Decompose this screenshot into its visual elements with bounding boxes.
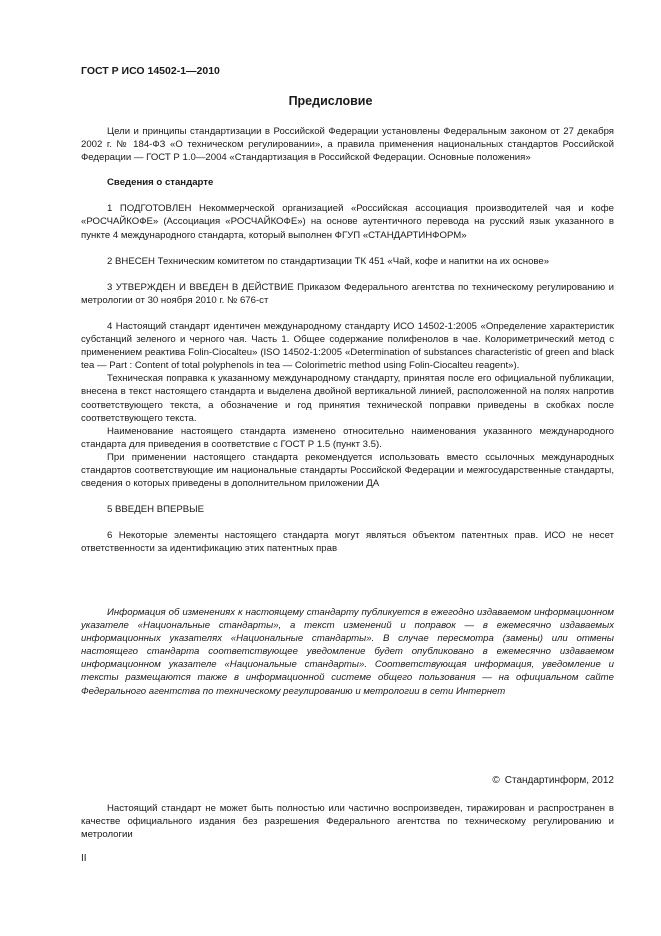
reference-standards-paragraph: При применении настоящего стандарта рекомендуется использовать вместо ссылочных международных стандартов соответствующие им национальные стандарты Российской Федерации и межгосударственные стандарты, сведения о которых приведены в дополнительном приложении ДА <box>81 451 614 490</box>
copyright-text: Стандартинформ, 2012 <box>504 775 614 786</box>
reproduction-notice-paragraph: Настоящий стандарт не может быть полностью или частично воспроизведен, тиражирован и распространен в качестве официального издания без разрешения Федерального агентства по техническому регулированию и метрологии <box>81 803 614 841</box>
item-6-paragraph: 6 Некоторые элементы настоящего стандарта могут являться объектом патентных прав. ИСО не несет ответственности за идентификацию этих патентных прав <box>81 530 614 555</box>
copyright-icon: © <box>492 775 500 786</box>
document-header: ГОСТ Р ИСО 14502-1—2010 <box>81 65 220 77</box>
changes-information <box>81 606 614 698</box>
item-4-paragraph: 4 Настоящий стандарт идентичен международному стандарту ИСО 14502-1:2005 «Определение характеристик субстанций зеленого и черного чая. Часть 1. Общее содержание полифенолов в чае. Колориметрический метод с применением реактива Folin-Ciocalteu» (ISO 14502-1:2005 «Determination of substances characteristic of green and black tea — Part : Content of total polyphenols in tea — Colorimetric method using Folin-Ciocalteu reagent»). <box>81 320 614 372</box>
reproduction-notice <box>81 802 614 841</box>
foreword-body <box>81 125 614 555</box>
section-subheading: Сведения о стандарте <box>107 177 214 189</box>
item-2-paragraph: 2 ВНЕСЕН Техническим комитетом по стандартизации ТК 451 «Чай, кофе и напитки на их основе» <box>107 255 550 267</box>
intro-paragraph: Цели и принципы стандартизации в Российской Федерации установлены Федеральным законом от 27 декабря 2002 г. № 184-ФЗ «О техническом регулировании», а правила применения национальных стандартов Российской Федерации — ГОСТ Р 1.0—2004 «Стандартизация в Российской Федерации. Основные положения» <box>81 126 614 164</box>
technical-correction-paragraph: Техническая поправка к указанному международному стандарту, принятая после его официальной публикации, внесена в текст настоящего стандарта и выделена двойной вертикальной линией, расположенной на полях напротив соответствующего текста, а обозначение и год принятия технической поправки приведены в скобках после соответствующего текста. <box>81 373 614 424</box>
page-number: II <box>81 853 87 864</box>
copyright-line <box>492 775 614 786</box>
name-change-paragraph: Наименование настоящего стандарта изменено относительно наименования указанного международного стандарта для приведения в соответствие с ГОСТ Р 1.5 (пункт 3.5). <box>81 425 614 450</box>
item-5-paragraph: 5 ВВЕДЕН ВПЕРВЫЕ <box>107 504 205 516</box>
item-1-paragraph: 1 ПОДГОТОВЛЕН Некоммерческой организацией «Российская ассоциация производителей чая и кофе «РОСЧАЙКОФЕ» (Ассоциация «РОСЧАЙКОФЕ») на основе аутентичного перевода на русский язык указанного в пункте 4 международного стандарта, который выполнен ФГУП «СТАНДАРТИНФОРМ» <box>81 203 614 241</box>
changes-information-paragraph: Информация об изменениях к настоящему стандарту публикуется в ежегодно издаваемом информационном указателе «Национальные стандарты», а текст изменений и поправок — в ежемесячно издаваемых информационных указателях «Национальные стандарты». В случае пересмотра (замены) или отмены настоящего стандарта соответствующее уведомление будет опубликовано в ежемесячно издаваемом информационном указателе «Национальные стандарты». Соответствующая информация, уведомление и тексты размещаются также в информационной системе общего пользования — на официальном сайте Федерального агентства по техническому регулированию и метрологии в сети Интернет <box>81 607 614 697</box>
page-title: Предисловие <box>288 94 373 108</box>
item-3-paragraph: 3 УТВЕРЖДЕН И ВВЕДЕН В ДЕЙСТВИЕ Приказом Федерального агентства по техническому регулированию и метрологии от 30 ноября 2010 г. № 676-ст <box>81 281 614 306</box>
